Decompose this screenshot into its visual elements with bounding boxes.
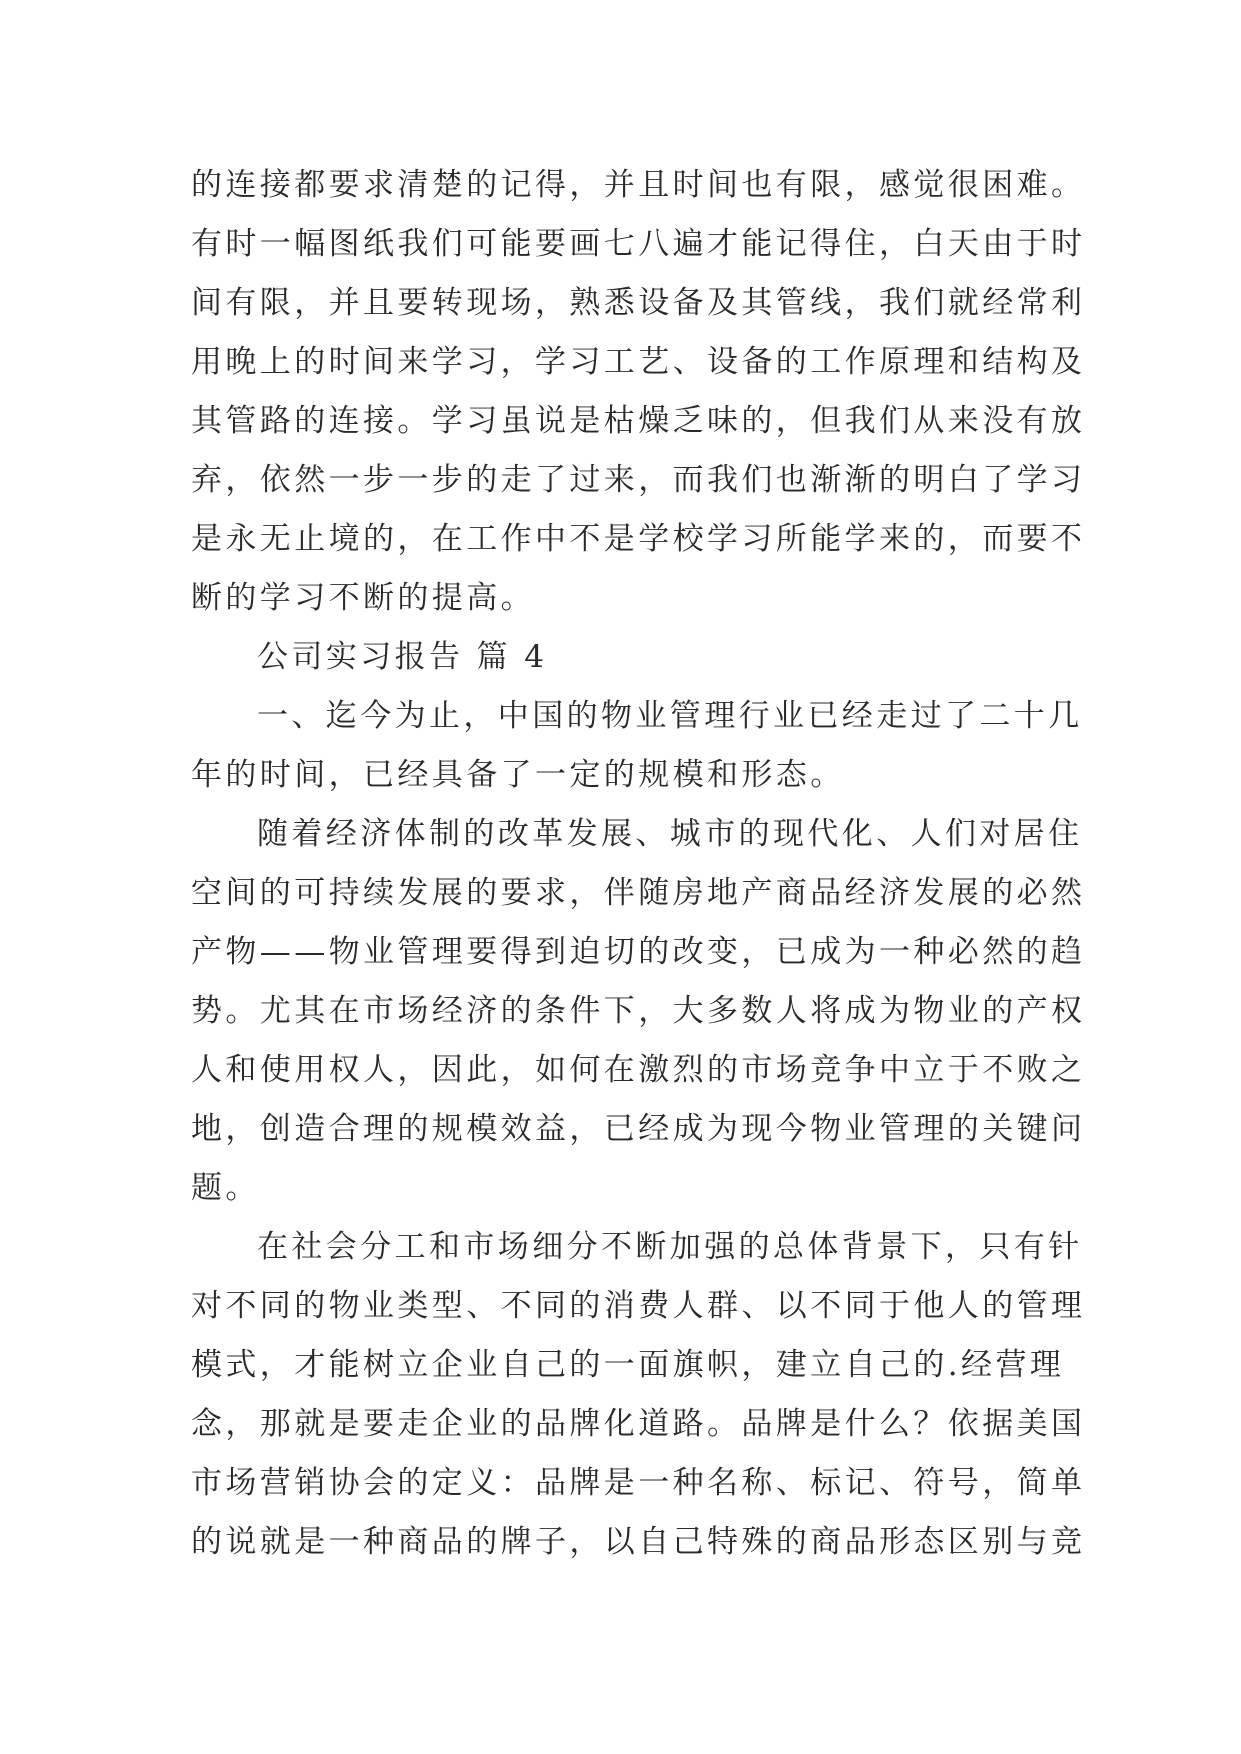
text-line: 对不同的物业类型、不同的消费人群、以不同于他人的管理 (191, 1288, 1086, 1324)
text-line: 题。 (191, 1170, 260, 1206)
text-line: 念，那就是要走企业的品牌化道路。品牌是什么？依据美国 (191, 1406, 1086, 1442)
text-line: 在社会分工和市场细分不断加强的总体背景下，只有针 (257, 1229, 1083, 1265)
text-line: 是永无止境的，在工作中不是学校学习所能学来的，而要不 (191, 521, 1086, 557)
text-line: 地，创造合理的规模效益，已经成为现今物业管理的关键问 (191, 1111, 1086, 1147)
text-line: 其管路的连接。学习虽说是枯燥乏味的，但我们从来没有放 (191, 403, 1086, 439)
text-line: 模式，才能树立企业自己的一面旗帜，建立自己的.经营理 (191, 1347, 1065, 1383)
text-line: 用晚上的时间来学习，学习工艺、设备的工作原理和结构及 (191, 344, 1086, 380)
text-line: 有时一幅图纸我们可能要画七八遍才能记得住，白天由于时 (191, 226, 1086, 262)
text-line: 产物——物业管理要得到迫切的改变，已成为一种必然的趋 (191, 934, 1086, 970)
text-line: 弃，依然一步一步的走了过来，而我们也渐渐的明白了学习 (191, 462, 1086, 498)
text-line: 断的学习不断的提高。 (191, 580, 535, 616)
text-line: 势。尤其在市场经济的条件下，大多数人将成为物业的产权 (191, 993, 1086, 1029)
document-body (191, 156, 1086, 1572)
text-line: 一、迄今为止，中国的物业管理行业已经走过了二十几 (257, 698, 1083, 734)
text-line: 的说就是一种商品的牌子，以自己特殊的商品形态区别与竞 (191, 1524, 1086, 1560)
text-line: 市场营销协会的定义：品牌是一种名称、标记、符号，简单 (191, 1465, 1086, 1501)
text-line: 空间的可持续发展的要求，伴随房地产商品经济发展的必然 (191, 875, 1086, 911)
text-line: 的连接都要求清楚的记得，并且时间也有限，感觉很困难。 (191, 167, 1086, 203)
text-line: 间有限，并且要转现场，熟悉设备及其管线，我们就经常利 (191, 285, 1086, 321)
text-line: 公司实习报告 篇 4 (257, 639, 548, 675)
text-line: 随着经济体制的改革发展、城市的现代化、人们对居住 (257, 816, 1083, 852)
text-line: 年的时间，已经具备了一定的规模和形态。 (191, 757, 845, 793)
text-line: 人和使用权人，因此，如何在激烈的市场竞争中立于不败之 (191, 1052, 1086, 1088)
